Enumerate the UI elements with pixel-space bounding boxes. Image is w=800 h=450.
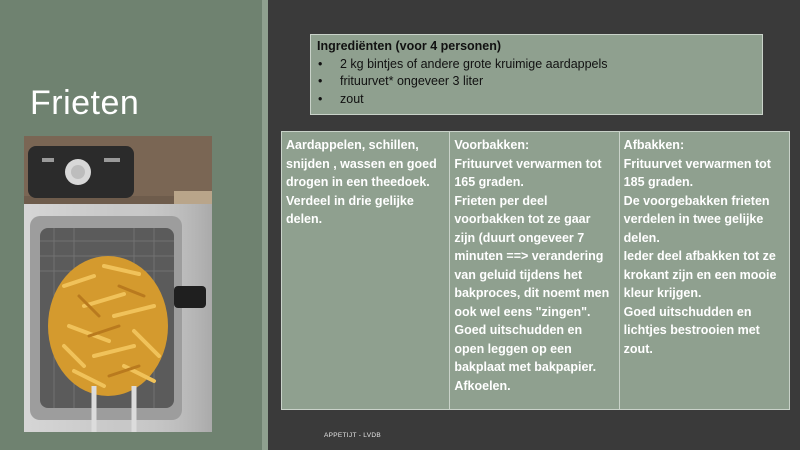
ingredient-item: • frituurvet* ongeveer 3 liter xyxy=(317,73,756,91)
step-heading: Afbakken: xyxy=(623,138,685,152)
step-text: Frituurvet verwarmen tot 165 graden. xyxy=(454,156,602,189)
ingredient-item: • 2 kg bintjes of andere grote kruimige aardappels xyxy=(317,56,756,74)
step-column-finish xyxy=(620,132,789,409)
step-text: Afkoelen. xyxy=(454,378,511,393)
step-text: Frituurvet verwarmen tot 185 graden. xyxy=(623,156,771,189)
step-text: Ieder deel afbakken tot ze krokant zijn en een mooie kleur krijgen. xyxy=(623,249,777,300)
step-text: Aardappelen, schillen, snijden , wassen en goed drogen in een theedoek. xyxy=(286,138,437,189)
ingredient-item: • zout xyxy=(317,91,756,109)
slide-footer: APPETIJT - LVDB xyxy=(324,432,381,439)
fryer-photo xyxy=(24,136,212,432)
steps-table xyxy=(281,131,790,410)
step-column-prepare xyxy=(282,132,450,409)
step-text: Verdeel in drie gelijke delen. xyxy=(286,193,414,226)
ingredients-box xyxy=(310,34,763,115)
ingredients-list xyxy=(317,56,756,109)
ingredients-title: Ingrediënten (voor 4 personen) xyxy=(317,39,502,53)
step-text: De voorgebakken frieten verdelen in twee gelijke delen. xyxy=(623,193,770,245)
step-text: Goed uitschudden en open leggen op een bakplaat met bakpapier. xyxy=(454,323,597,374)
step-column-prebake xyxy=(450,132,619,409)
fryer-with-fries-icon xyxy=(24,136,212,432)
step-text: Frieten per deel voorbakken tot ze gaar zijn (duurt ongeveer 7 minuten ==> verandering van geluid tijdens het bakproces, dit noemt men ook wel eens "zingen". xyxy=(454,193,610,319)
step-heading: Voorbakken: xyxy=(454,138,530,152)
step-text: Goed uitschudden en lichtjes bestrooien met zout. xyxy=(623,304,760,356)
slide-title: Frieten xyxy=(30,84,140,122)
